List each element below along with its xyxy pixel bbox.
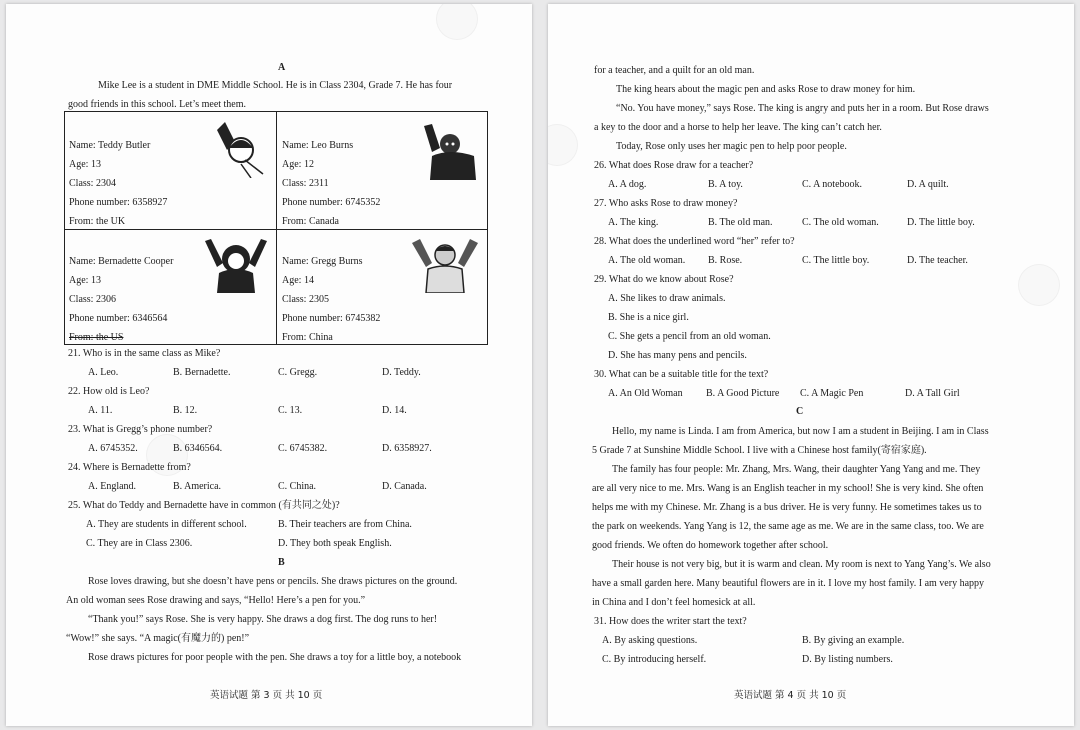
passage-c-line: The family has four people: Mr. Zhang, Mrs. Wang, their daughter Yang Yang and me. They: [612, 464, 981, 475]
passage-b-line: a key to the door and a horse to help her leave. The king can’t catch her.: [594, 122, 882, 133]
exam-page-3: [6, 4, 532, 726]
profile-name: Name: Leo Burns: [282, 140, 354, 151]
q25-option-b: B. Their teachers are from China.: [278, 519, 412, 530]
q27-option-c: C. The old woman.: [802, 217, 879, 228]
q25-option-d: D. They both speak English.: [278, 538, 392, 549]
watermark-logo: [436, 4, 478, 40]
passage-c-line: are all very nice to me. Mrs. Wang is an English teacher in my school! She is very kind. She often: [592, 483, 984, 494]
q23-option-b: B. 6346564.: [173, 443, 223, 454]
passage-c-line: helps me with my Chinese. Mr. Zhang is a bus driver. He is very funny. He sometimes takes us to: [592, 502, 982, 513]
passage-b-line: for a teacher, and a quilt for an old man.: [594, 65, 755, 76]
profile-card-gregg: [278, 231, 488, 347]
q21-option-a: A. Leo.: [88, 367, 119, 378]
q29-option-d: D. She has many pens and pencils.: [608, 350, 747, 361]
profile-age: Age: 13: [69, 159, 101, 170]
question-31: 31. How does the writer start the text?: [594, 616, 747, 627]
q23-option-a: A. 6745352.: [88, 443, 138, 454]
q24-option-c: C. China.: [278, 481, 317, 492]
section-b-title: B: [278, 557, 285, 568]
passage-b-line: “No. You have money,” says Rose. The king is angry and puts her in a room. But Rose draws: [616, 103, 989, 114]
passage-b-line: Rose draws pictures for poor people with the pen. She draws a toy for a little boy, a notebook: [88, 652, 462, 663]
profile-class: Class: 2311: [282, 178, 329, 189]
question-22: 22. How old is Leo?: [68, 386, 150, 397]
profile-table: [64, 111, 488, 345]
q22-option-d: D. 14.: [382, 405, 407, 416]
q22-option-a: A. 11.: [88, 405, 113, 416]
q30-option-c: C. A Magic Pen: [800, 388, 864, 399]
page-footer: 英语试题 第 4 页 共 10 页: [734, 690, 847, 701]
passage-c-line: the park on weekends. Yang Yang is 12, the same age as me. We are in the same class, too. We are: [592, 521, 984, 532]
q29-option-b: B. She is a nice girl.: [608, 312, 689, 323]
bernadette-illustration: [201, 235, 271, 293]
question-30: 30. What can be a suitable title for the text?: [594, 369, 769, 380]
question-27: 27. Who asks Rose to draw money?: [594, 198, 738, 209]
profile-card-bernadette: [65, 231, 275, 347]
passage-c-line: Hello, my name is Linda. I am from America, but now I am a student in Beijing. I am in Class: [612, 426, 989, 437]
question-26: 26. What does Rose draw for a teacher?: [594, 160, 754, 171]
question-28: 28. What does the underlined word “her” refer to?: [594, 236, 795, 247]
passage-c-line: in China and I don’t feel homesick at all.: [592, 597, 756, 608]
q24-option-d: D. Canada.: [382, 481, 427, 492]
q28-option-c: C. The little boy.: [802, 255, 870, 266]
q25-option-c: C. They are in Class 2306.: [86, 538, 193, 549]
section-a-title: A: [278, 62, 286, 73]
profile-name: Name: Bernadette Cooper: [69, 256, 174, 267]
section-c-title: C: [796, 406, 804, 417]
q29-option-c: C. She gets a pencil from an old woman.: [608, 331, 771, 342]
q28-option-a: A. The old woman.: [608, 255, 686, 266]
q30-option-a: A. An Old Woman: [608, 388, 683, 399]
profile-class: Class: 2306: [69, 294, 116, 305]
q22-option-b: B. 12.: [173, 405, 198, 416]
q26-option-b: B. A toy.: [708, 179, 743, 190]
profile-name: Name: Gregg Burns: [282, 256, 363, 267]
profile-from: From: China: [282, 332, 333, 343]
q31-option-a: A. By asking questions.: [602, 635, 698, 646]
passage-c-line: have a small garden here. Many beautiful flowers are in it. I love my host family. I am very happy: [592, 578, 985, 589]
profile-from: From: the UK: [69, 216, 126, 227]
leo-illustration: [418, 122, 482, 180]
q24-option-a: A. England.: [88, 481, 137, 492]
q27-option-d: D. The little boy.: [907, 217, 975, 228]
q23-option-c: C. 6745382.: [278, 443, 328, 454]
q24-option-b: B. America.: [173, 481, 222, 492]
profile-phone: Phone number: 6745352: [282, 197, 381, 208]
passage-c-line: good friends. We often do homework together after school.: [592, 540, 829, 551]
q26-option-a: A. A dog.: [608, 179, 647, 190]
q22-option-c: C. 13.: [278, 405, 303, 416]
intro-text: Mike Lee is a student in DME Middle School. He is in Class 2304, Grade 7. He has four: [98, 80, 453, 91]
q21-option-b: B. Bernadette.: [173, 367, 231, 378]
passage-c-line: Their house is not very big, but it is warm and clean. My room is next to Yang Yang’s. We also: [612, 559, 991, 570]
question-23: 23. What is Gregg’s phone number?: [68, 424, 213, 435]
page-footer: 英语试题 第 3 页 共 10 页: [210, 690, 323, 701]
q27-option-b: B. The old man.: [708, 217, 773, 228]
profile-class: Class: 2305: [282, 294, 329, 305]
teddy-illustration: [211, 120, 269, 178]
q31-option-b: B. By giving an example.: [802, 635, 905, 646]
q27-option-a: A. The king.: [608, 217, 659, 228]
profile-from: From: the US: [69, 332, 124, 343]
profile-phone: Phone number: 6745382: [282, 313, 381, 324]
passage-b-line: “Thank you!” says Rose. She is very happy. She draws a dog first. The dog runs to her!: [88, 614, 438, 625]
passage-c-line: 5 Grade 7 at Sunshine Middle School. I live with a Chinese host family(寄宿家庭).: [592, 445, 927, 456]
watermark-logo: [548, 124, 578, 166]
passage-b-line: “Wow!” she says. “A magic(有魔力的) pen!”: [66, 633, 250, 644]
q25-option-a: A. They are students in different school.: [86, 519, 247, 530]
q21-option-d: D. Teddy.: [382, 367, 421, 378]
passage-b-line: The king hears about the magic pen and asks Rose to draw money for him.: [616, 84, 916, 95]
passage-b-line: An old woman sees Rose drawing and says, “Hello! Here’s a pen for you.”: [66, 595, 366, 606]
gregg-illustration: [408, 235, 482, 293]
profile-card-leo: [278, 112, 488, 228]
q28-option-b: B. Rose.: [708, 255, 743, 266]
profile-age: Age: 12: [282, 159, 314, 170]
q26-option-c: C. A notebook.: [802, 179, 863, 190]
profile-from: From: Canada: [282, 216, 339, 227]
passage-b-line: Rose loves drawing, but she doesn’t have pens or pencils. She draws pictures on the ground.: [88, 576, 458, 587]
q21-option-c: C. Gregg.: [278, 367, 318, 378]
intro-text: good friends in this school. Let’s meet them.: [68, 99, 247, 110]
q23-option-d: D. 6358927.: [382, 443, 432, 454]
profile-name: Name: Teddy Butler: [69, 140, 151, 151]
profile-phone: Phone number: 6346564: [69, 313, 168, 324]
question-21: 21. Who is in the same class as Mike?: [68, 348, 221, 359]
profile-class: Class: 2304: [69, 178, 116, 189]
q28-option-d: D. The teacher.: [907, 255, 968, 266]
profile-age: Age: 14: [282, 275, 314, 286]
question-24: 24. Where is Bernadette from?: [68, 462, 191, 473]
profile-age: Age: 13: [69, 275, 101, 286]
question-29: 29. What do we know about Rose?: [594, 274, 734, 285]
watermark-logo: [1018, 264, 1060, 306]
profile-phone: Phone number: 6358927: [69, 197, 168, 208]
profile-card-teddy: [65, 112, 275, 228]
q31-option-c: C. By introducing herself.: [602, 654, 707, 665]
q29-option-a: A. She likes to draw animals.: [608, 293, 726, 304]
passage-b-line: Today, Rose only uses her magic pen to help poor people.: [616, 141, 847, 152]
q31-option-d: D. By listing numbers.: [802, 654, 893, 665]
q30-option-d: D. A Tall Girl: [905, 388, 960, 399]
q30-option-b: B. A Good Picture: [706, 388, 780, 399]
q26-option-d: D. A quilt.: [907, 179, 949, 190]
question-25: 25. What do Teddy and Bernadette have in common (有共同之处)?: [68, 500, 340, 511]
exam-page-4: [548, 4, 1074, 726]
